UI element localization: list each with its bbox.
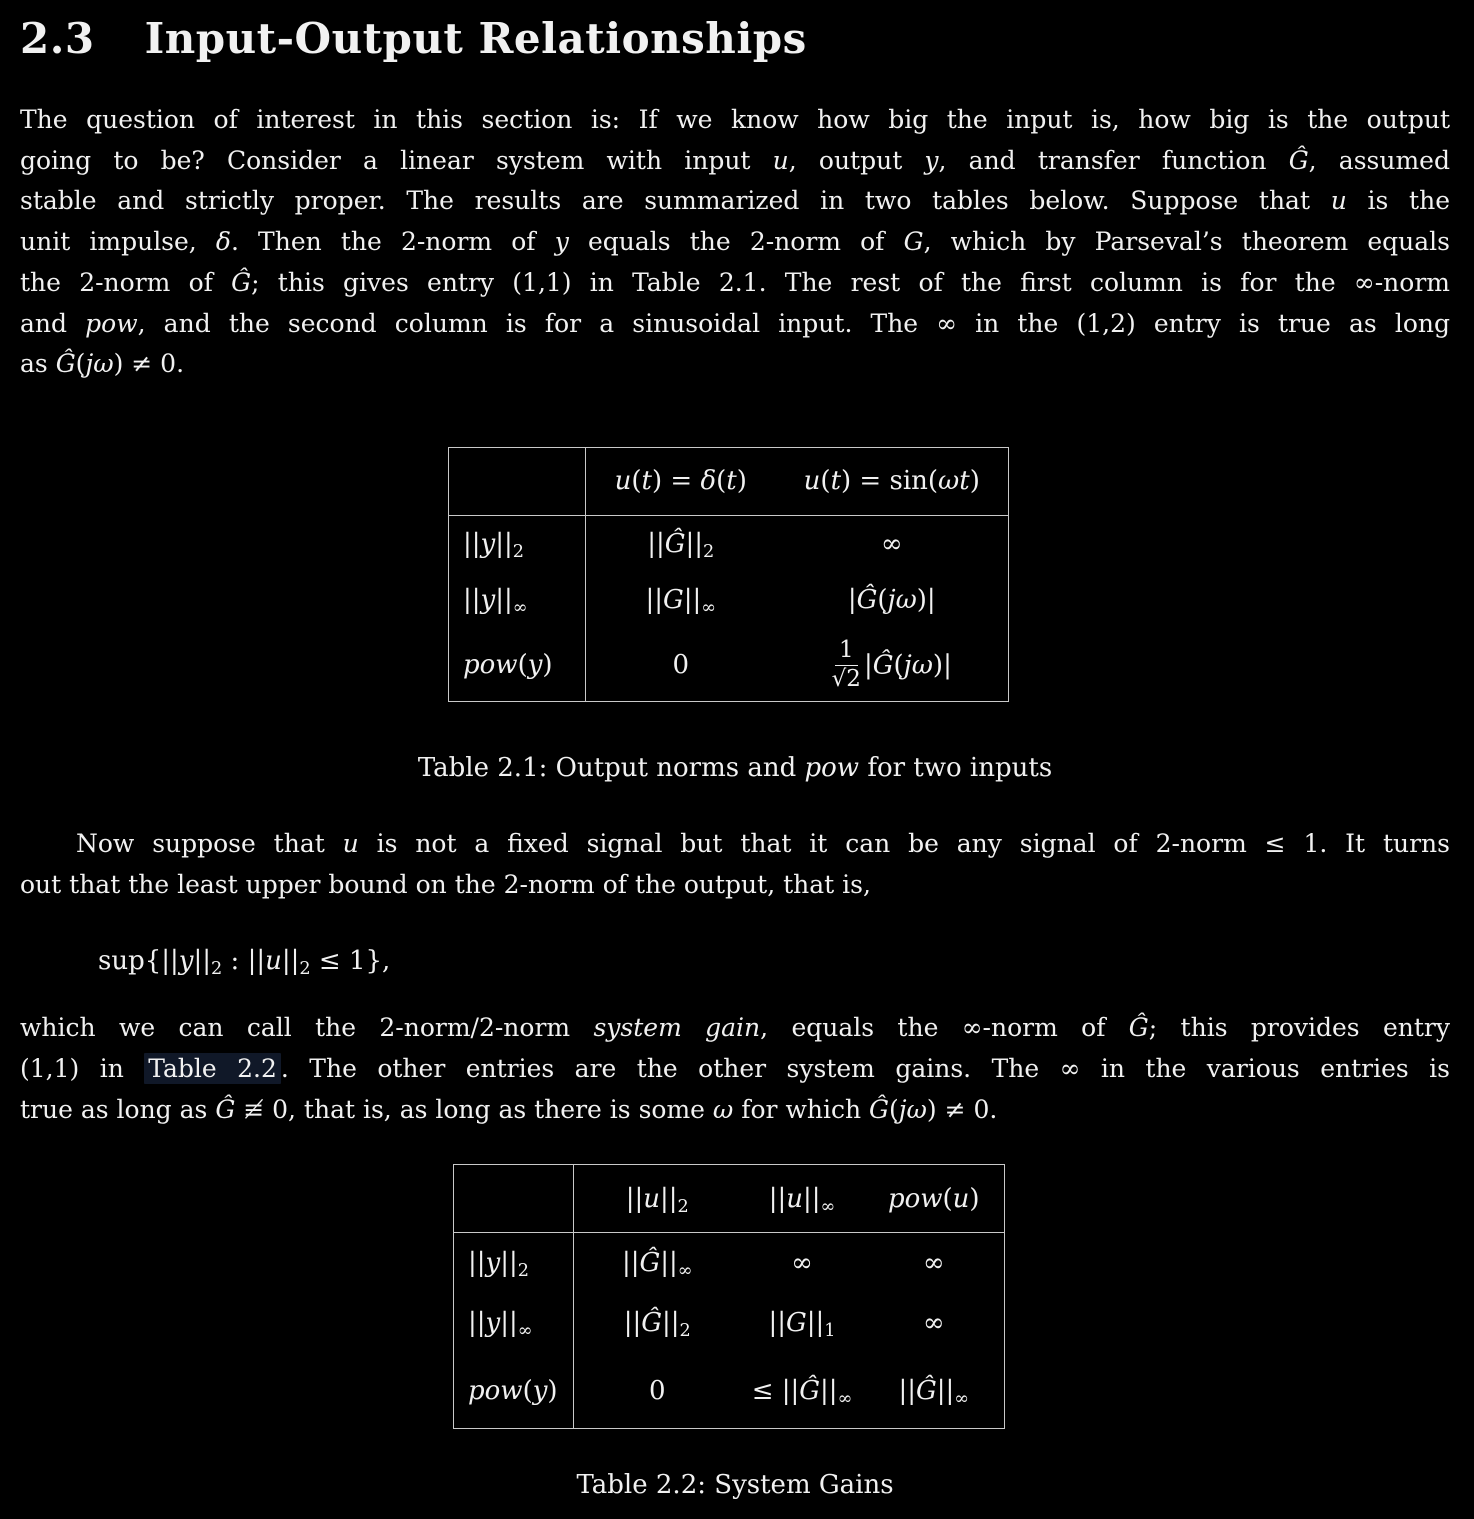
table-cell: ∞ bbox=[880, 528, 903, 559]
section-heading bbox=[20, 0, 1450, 62]
output-norms-table bbox=[448, 447, 1009, 702]
table-cell: $||Ĝ||_\infty$ bbox=[898, 1375, 970, 1409]
text-line: going to be? Consider a linear system with input u, output y, and transfer function Ĝ, assumed bbox=[20, 145, 1450, 175]
column-header: u(t) = δ(t) bbox=[586, 447, 776, 515]
table-cell: |Ĝ(jω)| bbox=[847, 585, 936, 616]
sup-equation: $sup\{||y||_2$ : $||u||_2 \le 1$}, bbox=[98, 946, 391, 980]
text-line: which we can call the 2-norm/2-norm system gain, equals the ∞-norm of Ĝ; this provides entry bbox=[20, 1013, 1450, 1043]
column-header: pow(u) bbox=[864, 1165, 1005, 1233]
column-header: $||u||_2$ bbox=[574, 1165, 741, 1233]
text-line: unit impulse, δ. Then the 2-norm of y equals the 2-norm of G, which by Parseval’s theorem equals bbox=[20, 227, 1450, 257]
system-gains-table bbox=[453, 1164, 1005, 1429]
table-row bbox=[454, 1293, 1005, 1353]
text-line: Now suppose that u is not a fixed signal but that it can be any signal of 2-norm ≤ 1. It turns bbox=[76, 828, 1450, 858]
row-label: pow(y) bbox=[454, 1353, 574, 1429]
table-row bbox=[454, 1233, 1005, 1293]
text-line: (1,1) in Table 2.2 . The other entries are the other system gains. The ∞ in the various entries is bbox=[20, 1054, 1450, 1084]
row-label: $||y||_\infty$ bbox=[449, 571, 586, 629]
table-cell: $||G||_\infty$ bbox=[645, 585, 717, 619]
table-header-row bbox=[449, 447, 1009, 515]
table-2-1-container bbox=[448, 447, 1009, 702]
text-line: as Ĝ(jω) ≠ 0. bbox=[20, 349, 185, 379]
row-label: $||y||_2$ bbox=[454, 1233, 574, 1293]
table-cell: ∞ bbox=[922, 1248, 945, 1279]
table-cell: 0 bbox=[648, 1375, 666, 1406]
section-title: Input-Output Relationships bbox=[144, 14, 807, 63]
table-cell-text: |Ĝ(jω)| bbox=[863, 650, 952, 681]
table-2-1-caption: Table 2.1: Output norms and pow for two inputs bbox=[417, 752, 1053, 783]
table-corner-cell bbox=[454, 1165, 574, 1233]
table-cell: $||Ĝ||_\infty$ bbox=[621, 1248, 693, 1282]
table-header-row bbox=[454, 1165, 1005, 1233]
table-cell: ∞ bbox=[791, 1248, 813, 1279]
table-cell: ∞ bbox=[922, 1307, 945, 1338]
text-line: and pow, and the second column is for a sinusoidal input. The ∞ in the (1,2) entry is true as long bbox=[20, 308, 1450, 338]
row-label: $||y||_2$ bbox=[449, 515, 586, 571]
text-line: stable and strictly proper. The results are summarized in two tables below. Suppose that u is the bbox=[20, 186, 1450, 216]
paragraph-3 bbox=[20, 1008, 1450, 1130]
table-2-2-caption: Table 2.2: System Gains bbox=[576, 1470, 894, 1501]
fraction-numerator: 1 bbox=[835, 638, 858, 666]
column-header: u(t) = sin(ωt) bbox=[776, 447, 1009, 515]
table-row bbox=[449, 571, 1009, 629]
table-cell: ≤ $||Ĝ||_\infty$ bbox=[751, 1375, 853, 1409]
table-cell bbox=[776, 629, 1009, 701]
column-header: $||u||_\infty$ bbox=[741, 1165, 864, 1233]
fraction bbox=[832, 638, 861, 693]
text-line: the 2-norm of Ĝ; this gives entry (1,1) in Table 2.1. The rest of the first column is for the ∞-norm bbox=[20, 267, 1450, 297]
table-cell: $||Ĝ||_2$ bbox=[623, 1307, 691, 1341]
section-number: 2.3 bbox=[20, 14, 95, 63]
table-row bbox=[454, 1353, 1005, 1429]
text-line: out that the least upper bound on the 2-norm of the output, that is, bbox=[20, 869, 871, 899]
row-label: pow(y) bbox=[449, 629, 586, 701]
table-2-2-link[interactable]: Table 2.2 bbox=[144, 1053, 281, 1084]
table-row bbox=[449, 629, 1009, 701]
text-line: The question of interest in this section is: If we know how big the input is, how big is the output bbox=[20, 105, 1450, 134]
fraction-denominator: √2 bbox=[831, 665, 861, 692]
row-label: $||y||_\infty$ bbox=[454, 1293, 574, 1353]
paragraph-2 bbox=[20, 824, 1450, 905]
text-line: true as long as Ĝ ≢ 0, that is, as long as there is some ω for which Ĝ(jω) ≠ 0. bbox=[20, 1094, 998, 1124]
table-2-2-container bbox=[453, 1164, 1005, 1429]
table-row bbox=[449, 515, 1009, 571]
table-corner-cell bbox=[449, 447, 586, 515]
paragraph-1 bbox=[20, 100, 1450, 385]
table-cell: 0 bbox=[672, 650, 690, 681]
table-cell: $||G||_1$ bbox=[768, 1307, 836, 1341]
table-cell: $||Ĝ||_2$ bbox=[647, 528, 715, 562]
